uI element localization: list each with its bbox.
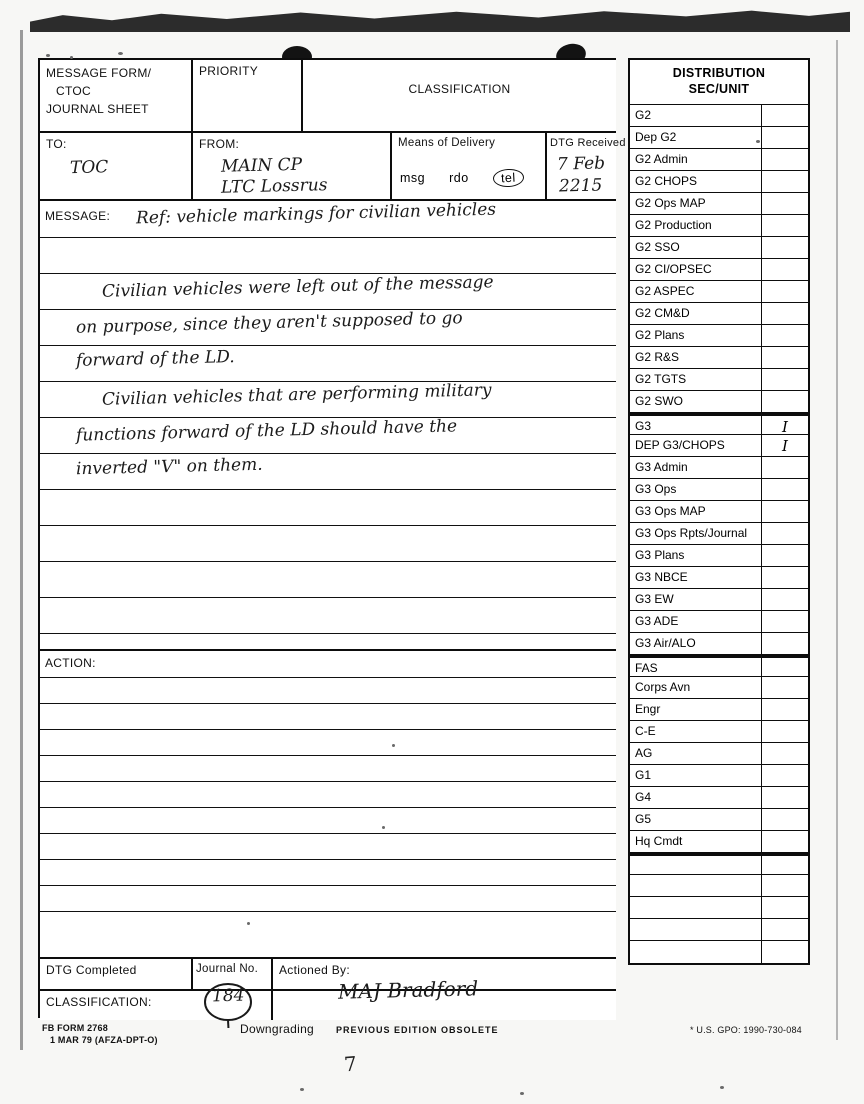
distribution-row-mark[interactable]	[762, 809, 808, 830]
distribution-row-label: FAS	[630, 658, 762, 676]
to-value: TOC	[69, 157, 109, 179]
distribution-row-mark[interactable]	[762, 457, 808, 478]
distribution-row-mark[interactable]	[762, 941, 808, 963]
distribution-row[interactable]	[630, 545, 808, 567]
scan-speck	[70, 56, 73, 59]
from-value-line1: MAIN CP	[220, 154, 303, 177]
distribution-row-mark[interactable]	[762, 127, 808, 148]
dtg-received-cell[interactable]	[546, 132, 626, 200]
distribution-row-mark[interactable]	[762, 501, 808, 522]
scan-artifact-left-edge	[20, 30, 23, 1050]
distribution-row-label	[630, 875, 762, 896]
form-code-left-line1: FB FORM 2768	[42, 1023, 108, 1033]
dtg-received-time: 2215	[558, 175, 603, 197]
message-body-line-6: inverted "V" on them.	[75, 454, 263, 480]
distribution-row[interactable]	[630, 611, 808, 633]
scan-speck	[382, 826, 385, 829]
distribution-row[interactable]	[630, 127, 808, 149]
distribution-row-label: Hq Cmdt	[630, 831, 762, 852]
distribution-row-label: AG	[630, 743, 762, 764]
distribution-row-mark[interactable]	[762, 303, 808, 324]
distribution-table	[628, 58, 810, 965]
distribution-row[interactable]	[630, 435, 808, 457]
means-of-delivery-label: Means of Delivery	[398, 137, 496, 149]
distribution-row[interactable]	[630, 875, 808, 897]
distribution-row[interactable]	[630, 941, 808, 963]
distribution-row-mark[interactable]	[762, 677, 808, 698]
form-code-left	[42, 1022, 158, 1046]
priority-cell[interactable]	[192, 60, 302, 132]
means-option-tel-selected[interactable]: tel	[492, 168, 524, 188]
distribution-row-mark[interactable]	[762, 149, 808, 170]
distribution-row-mark[interactable]	[762, 193, 808, 214]
distribution-row[interactable]	[630, 567, 808, 589]
distribution-row-label: G2 ASPEC	[630, 281, 762, 302]
distribution-row[interactable]	[630, 853, 808, 875]
distribution-header	[630, 60, 808, 105]
distribution-row-label: Dep G2	[630, 127, 762, 148]
journal-no-label: Journal No.	[196, 963, 259, 975]
scan-artifact-right-edge	[836, 40, 838, 1040]
distribution-row-label: G2 SSO	[630, 237, 762, 258]
distribution-row-mark[interactable]	[762, 831, 808, 852]
classification-cell[interactable]	[302, 60, 616, 132]
distribution-row-label: G3 Air/ALO	[630, 633, 762, 654]
distribution-row-mark[interactable]: I	[782, 437, 788, 456]
distribution-row-label: G2 SWO	[630, 391, 762, 412]
distribution-row-label	[630, 856, 762, 874]
means-of-delivery-cell[interactable]	[391, 132, 546, 200]
distribution-row-mark[interactable]	[762, 259, 808, 280]
form-title-line1: MESSAGE FORM/	[46, 66, 152, 80]
distribution-row-label: G2 Ops MAP	[630, 193, 762, 214]
distribution-row-mark[interactable]	[762, 743, 808, 764]
dtg-completed-label: DTG Completed	[46, 963, 137, 977]
distribution-row-label: G2 CM&D	[630, 303, 762, 324]
distribution-row-label: G2 TGTS	[630, 369, 762, 390]
distribution-row-mark[interactable]	[762, 699, 808, 720]
page-number: 7	[343, 1051, 358, 1077]
action-label: ACTION:	[45, 656, 96, 670]
distribution-row-label: C-E	[630, 721, 762, 742]
distribution-row-mark[interactable]	[762, 633, 808, 654]
means-option-msg[interactable]: msg	[400, 171, 426, 185]
distribution-row[interactable]	[630, 809, 808, 831]
message-body-line-5: functions forward of the LD should have the	[75, 416, 458, 446]
distribution-row[interactable]	[630, 743, 808, 765]
distribution-row[interactable]	[630, 699, 808, 721]
distribution-row[interactable]	[630, 281, 808, 303]
form-code-right: * U.S. GPO: 1990-730-084	[690, 1025, 802, 1035]
dtg-received-label: DTG Received	[550, 137, 626, 149]
journal-no-value-group	[198, 980, 260, 1028]
scan-speck	[756, 140, 760, 143]
distribution-row[interactable]	[630, 369, 808, 391]
means-option-rdo[interactable]: rdo	[449, 171, 469, 185]
distribution-row[interactable]	[630, 501, 808, 523]
distribution-row-mark[interactable]	[762, 919, 808, 940]
scan-artifact-top	[30, 6, 850, 32]
distribution-row[interactable]	[630, 259, 808, 281]
distribution-row[interactable]	[630, 677, 808, 699]
distribution-row[interactable]	[630, 589, 808, 611]
dtg-received-date: 7 Feb	[556, 153, 606, 175]
distribution-row[interactable]	[630, 787, 808, 809]
from-label: FROM:	[199, 137, 240, 151]
distribution-row-mark[interactable]	[762, 765, 808, 786]
distribution-row-label: G2 CHOPS	[630, 171, 762, 192]
distribution-row-label: G2 CI/OPSEC	[630, 259, 762, 280]
distribution-row-label: G3 Admin	[630, 457, 762, 478]
distribution-row-label	[630, 897, 762, 918]
distribution-row[interactable]	[630, 479, 808, 501]
distribution-row[interactable]	[630, 523, 808, 545]
distribution-row-label: G3 Ops	[630, 479, 762, 500]
distribution-row-label: G3	[630, 416, 762, 434]
distribution-row-label: Engr	[630, 699, 762, 720]
actioned-by-value: MAJ Bradford	[337, 976, 479, 1004]
from-value-line2: LTC Lossrus	[220, 175, 328, 198]
distribution-row-label: G2	[630, 105, 762, 126]
distribution-row-mark[interactable]	[762, 545, 808, 566]
distribution-row[interactable]	[630, 413, 808, 435]
form-code-middle: PREVIOUS EDITION OBSOLETE	[336, 1025, 499, 1035]
priority-label: PRIORITY	[199, 64, 259, 78]
distribution-row-mark[interactable]	[762, 369, 808, 390]
distribution-row-label	[630, 919, 762, 940]
actioned-by-label: Actioned By:	[279, 963, 350, 977]
distribution-row[interactable]	[630, 303, 808, 325]
message-label: MESSAGE:	[45, 209, 111, 223]
message-body-line-2: on purpose, since they aren't supposed to go	[75, 308, 463, 338]
distribution-row-mark[interactable]	[762, 589, 808, 610]
scan-speck	[392, 744, 395, 747]
action-area[interactable]	[40, 650, 616, 958]
distribution-row-mark[interactable]	[762, 325, 808, 346]
distribution-row-label: Corps Avn	[630, 677, 762, 698]
distribution-row-mark[interactable]	[762, 171, 808, 192]
distribution-row-label: G2 Plans	[630, 325, 762, 346]
distribution-row-mark[interactable]	[762, 105, 808, 126]
distribution-row[interactable]	[630, 457, 808, 479]
distribution-row[interactable]	[630, 171, 808, 193]
message-body-line-1: Civilian vehicles were left out of the message	[101, 272, 494, 302]
distribution-row-label: G3 NBCE	[630, 567, 762, 588]
distribution-row[interactable]	[630, 391, 808, 413]
distribution-row-label: G3 Plans	[630, 545, 762, 566]
priority-value	[193, 81, 301, 96]
distribution-header-line1: DISTRIBUTION	[672, 66, 766, 80]
form-title-line3: JOURNAL SHEET	[46, 102, 149, 116]
scan-speck	[118, 52, 123, 55]
distribution-row-mark[interactable]: I	[782, 418, 788, 437]
distribution-row-mark[interactable]	[762, 875, 808, 896]
distribution-row-label: G4	[630, 787, 762, 808]
from-cell[interactable]	[192, 132, 391, 200]
distribution-row-label: G2 R&S	[630, 347, 762, 368]
to-label: TO:	[46, 137, 67, 151]
distribution-rows	[630, 105, 808, 963]
distribution-row[interactable]	[630, 347, 808, 369]
distribution-row-label: G3 Ops Rpts/Journal	[630, 523, 762, 544]
distribution-row-label: G3 ADE	[630, 611, 762, 632]
distribution-row[interactable]	[630, 655, 808, 677]
message-body-line-3: forward of the LD.	[75, 347, 235, 371]
message-area[interactable]	[40, 200, 616, 650]
distribution-row-mark[interactable]	[762, 347, 808, 368]
distribution-row-label: G2 Admin	[630, 149, 762, 170]
distribution-row-mark[interactable]	[762, 281, 808, 302]
footer-classification-label: CLASSIFICATION:	[46, 995, 152, 1009]
scan-speck	[247, 922, 250, 925]
distribution-row-label	[630, 941, 762, 963]
distribution-row-mark[interactable]	[762, 787, 808, 808]
distribution-row-mark[interactable]	[762, 721, 808, 742]
message-ref-line: Ref: vehicle markings for civilian vehicles	[135, 199, 497, 229]
distribution-row-mark[interactable]	[762, 479, 808, 500]
distribution-row-mark[interactable]	[762, 897, 808, 918]
downgrading-label: Downgrading	[240, 1022, 315, 1036]
distribution-row[interactable]	[630, 193, 808, 215]
distribution-row-label: G3 EW	[630, 589, 762, 610]
distribution-row[interactable]	[630, 765, 808, 787]
action-ruled-lines	[40, 651, 616, 957]
distribution-row-mark[interactable]	[762, 215, 808, 236]
distribution-row-mark[interactable]	[762, 658, 808, 676]
distribution-row-mark[interactable]	[762, 611, 808, 632]
scan-speck	[300, 1088, 304, 1091]
classification-label: CLASSIFICATION	[408, 82, 511, 96]
distribution-row[interactable]	[630, 721, 808, 743]
distribution-row-mark[interactable]	[762, 567, 808, 588]
message-body-line-4: Civilian vehicles that are performing military	[101, 380, 492, 410]
distribution-row[interactable]	[630, 237, 808, 259]
to-cell[interactable]	[40, 132, 192, 200]
scan-speck	[720, 1086, 724, 1089]
distribution-row[interactable]	[630, 325, 808, 347]
distribution-row-mark[interactable]	[762, 856, 808, 874]
distribution-row-mark[interactable]	[762, 237, 808, 258]
distribution-row[interactable]	[630, 105, 808, 127]
distribution-row-label: G2 Production	[630, 215, 762, 236]
scan-speck	[46, 54, 50, 57]
form-title-line2: CTOC	[56, 84, 91, 98]
distribution-header-line2: SEC/UNIT	[688, 81, 750, 96]
distribution-row[interactable]	[630, 919, 808, 941]
distribution-row-label: DEP G3/CHOPS	[630, 435, 762, 456]
distribution-row-mark[interactable]	[762, 391, 808, 412]
distribution-row-label: G5	[630, 809, 762, 830]
distribution-row[interactable]	[630, 215, 808, 237]
distribution-row-label: G1	[630, 765, 762, 786]
distribution-row-mark[interactable]	[762, 523, 808, 544]
distribution-row[interactable]	[630, 633, 808, 655]
form-code-left-line2: 1 MAR 79 (AFZA-DPT-O)	[50, 1035, 158, 1046]
distribution-row[interactable]	[630, 149, 808, 171]
distribution-row[interactable]	[630, 897, 808, 919]
distribution-row[interactable]	[630, 831, 808, 853]
scan-speck	[520, 1092, 524, 1095]
journal-no-value: 184	[211, 985, 245, 1007]
distribution-row-label: G3 Ops MAP	[630, 501, 762, 522]
dtg-completed-cell[interactable]	[40, 958, 192, 990]
form-title-cell	[40, 60, 192, 132]
